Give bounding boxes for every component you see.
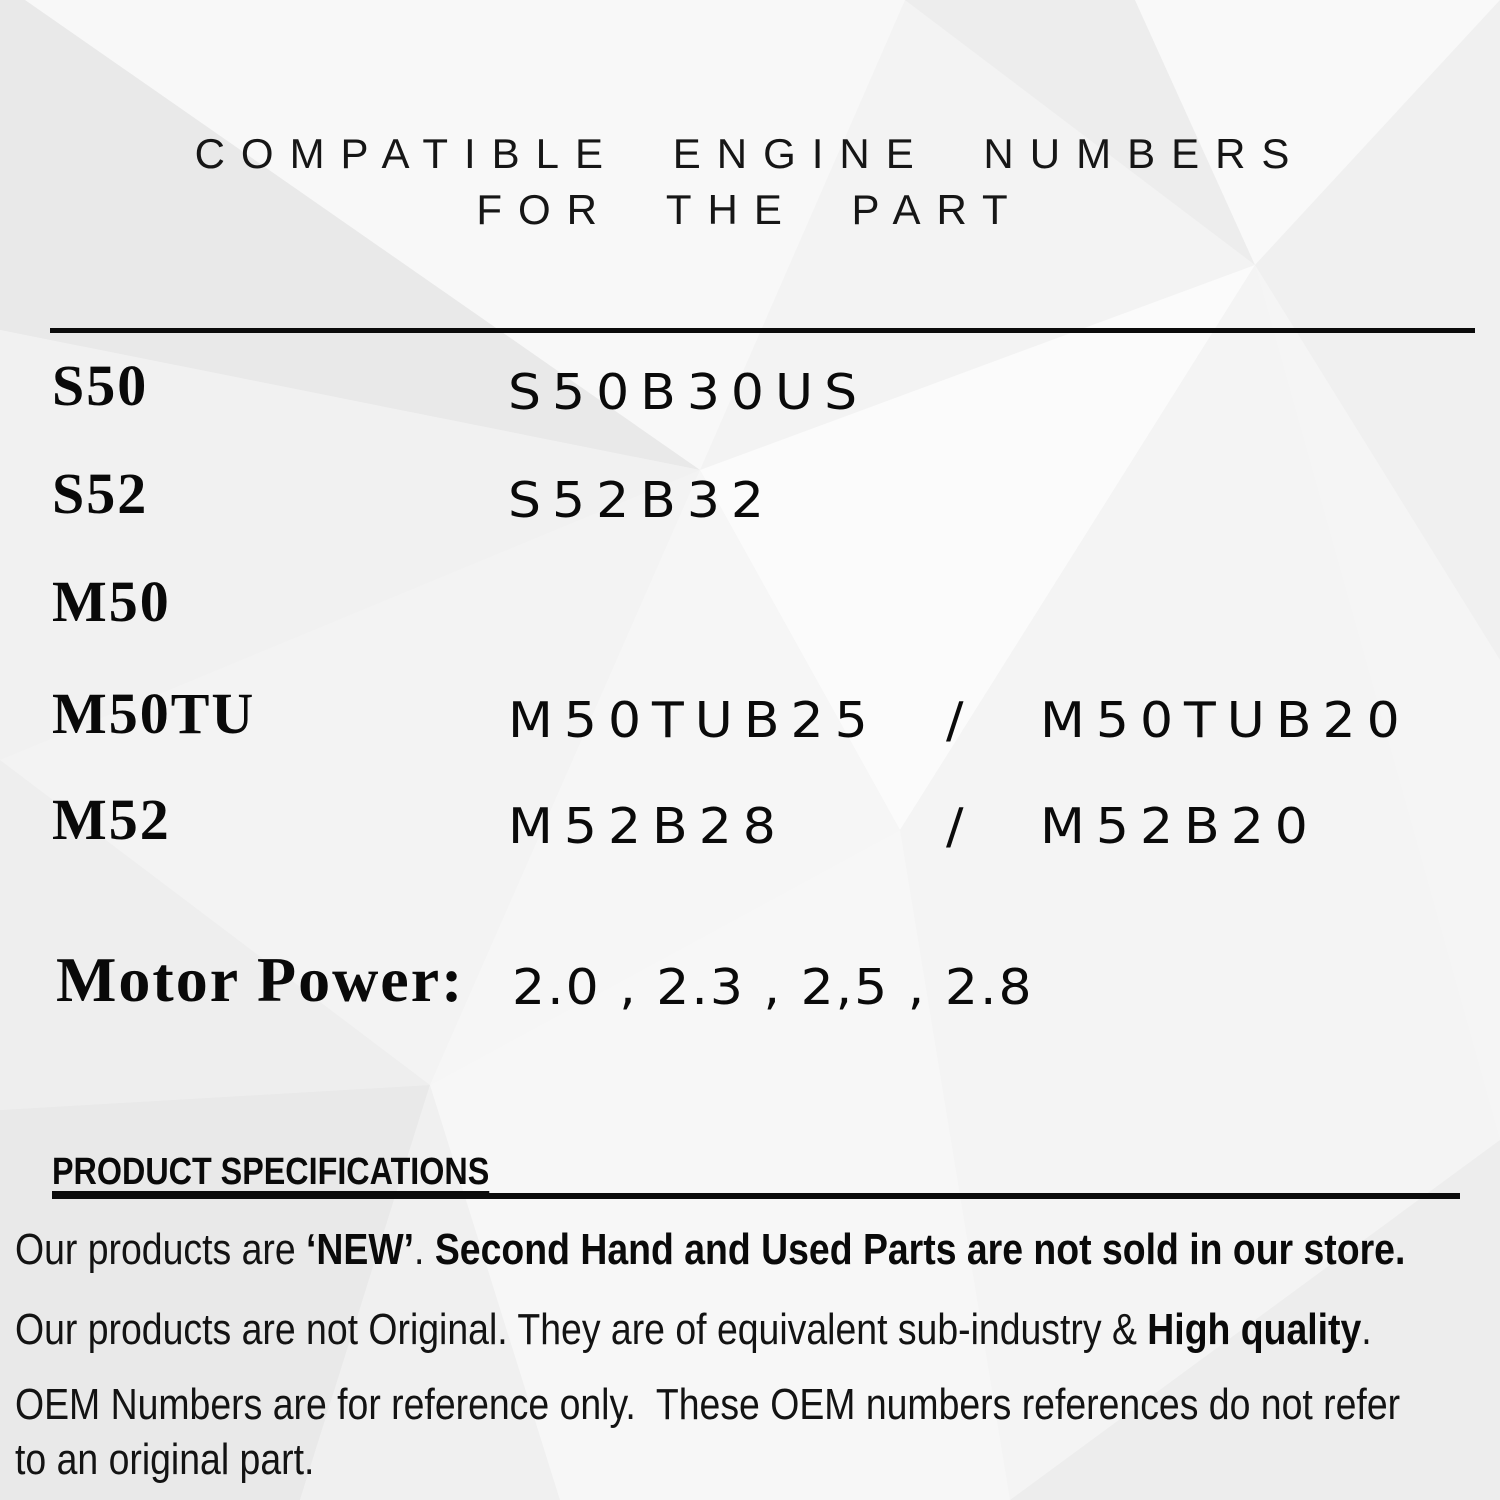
engine-code: S50B30US	[508, 364, 869, 422]
table-row	[0, 788, 1500, 858]
spec-text: .	[1361, 1305, 1372, 1354]
motor-power-values: 2.0 , 2.3 , 2,5 , 2.8	[512, 959, 1034, 1017]
table-row	[0, 682, 1500, 752]
table-row	[0, 462, 1500, 532]
code-separator: /	[946, 798, 964, 856]
engine-family-label: M50	[52, 569, 171, 634]
engine-family-label: M52	[52, 787, 171, 852]
table-row	[0, 570, 1500, 640]
table-row	[0, 354, 1500, 424]
spec-paragraph-new	[15, 1222, 1405, 1277]
specifications-heading: PRODUCT SPECIFICATIONS	[52, 1151, 490, 1193]
spec-text: Our products are	[15, 1225, 307, 1274]
spec-text-bold: Second Hand and Used Parts are not sold in our store.	[434, 1225, 1406, 1274]
engine-code: S52B32	[508, 472, 776, 530]
spec-paragraph-oem	[15, 1377, 1400, 1487]
spec-text: Our products are not Original. They are of equivalent sub-industry &	[15, 1305, 1148, 1354]
engine-code: M50TUB20	[1040, 692, 1411, 750]
engine-family-label: M50TU	[52, 681, 256, 746]
engine-code: M50TUB25	[508, 692, 879, 750]
spec-text-bold: ‘NEW’	[306, 1225, 415, 1274]
specifications-divider-line	[52, 1193, 1460, 1199]
motor-power-row	[0, 945, 1500, 1025]
engine-code: M52B28	[508, 798, 787, 856]
spec-text: OEM Numbers are for reference only. These OEM numbers references do not refer	[15, 1380, 1401, 1429]
spec-paragraph-quality	[15, 1302, 1372, 1357]
code-separator: /	[946, 692, 964, 750]
engine-code: M52B20	[1040, 798, 1319, 856]
motor-power-label: Motor Power:	[56, 944, 465, 1015]
spec-text: .	[414, 1225, 435, 1274]
page-title-line2: FOR THE PART	[476, 186, 1024, 233]
top-divider-line	[50, 328, 1475, 333]
spec-text: to an original part.	[15, 1435, 315, 1484]
page-title	[0, 126, 1500, 238]
spec-text-bold: High quality	[1147, 1305, 1362, 1354]
engine-family-label: S52	[52, 461, 149, 526]
engine-family-label: S50	[52, 353, 149, 418]
page-title-line1: COMPATIBLE ENGINE NUMBERS	[194, 130, 1306, 177]
